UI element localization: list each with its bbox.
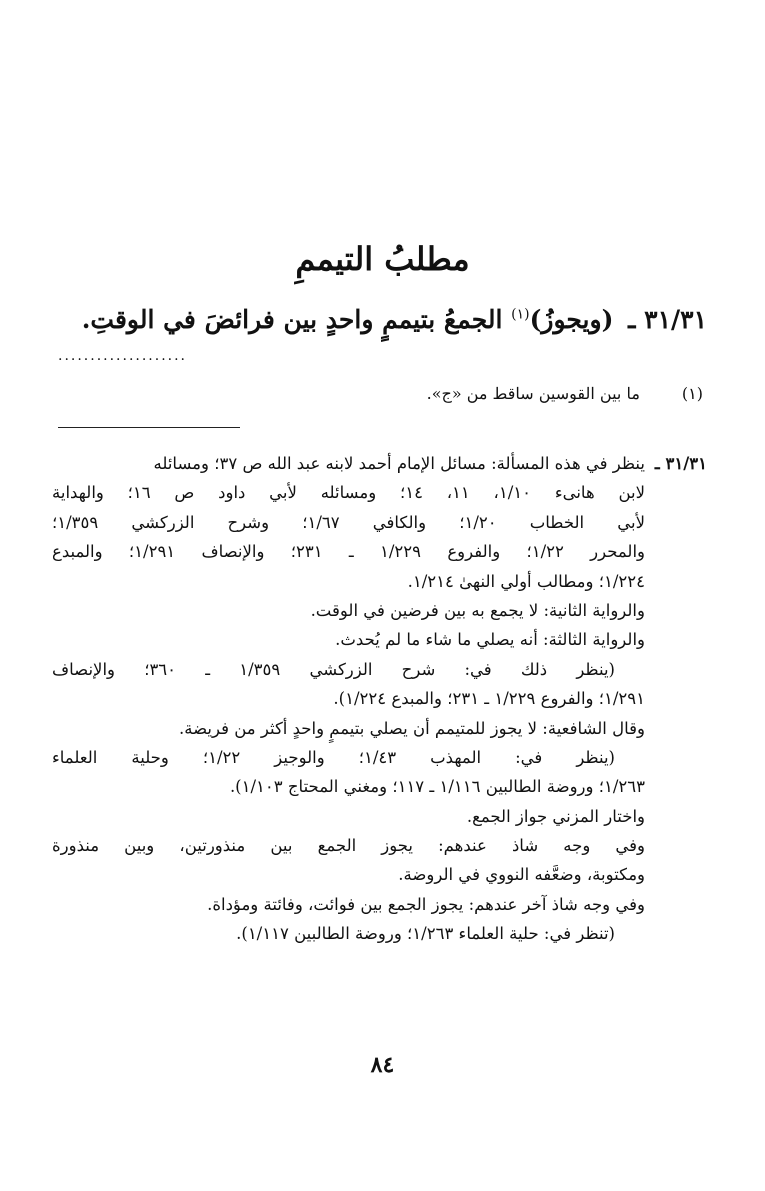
section-title: مطلبُ التيممِ	[295, 240, 470, 278]
main-text-number: ٣١/٣١ ـ	[628, 305, 707, 334]
commentary-line: وفي وجه شاذ آخر عندهم: يجوز الجمع بين فوائت، وفائتة ومؤداة.	[207, 894, 645, 914]
commentary-line: والرواية الثانية: لا يجمع به بين فرضين في الوقت.	[310, 600, 645, 620]
commentary-line: (تنظر في: حلية العلماء ١/٢٦٣؛ وروضة الطالبين ١/١١٧).	[236, 924, 615, 944]
commentary-block	[52, 449, 707, 949]
dotted-separator: ....................	[58, 348, 188, 364]
divider-rule	[58, 427, 240, 428]
footnote-reference: (١)	[511, 306, 530, 323]
page-number: ٨٤	[370, 1052, 395, 1078]
commentary-line: ومكتوبة، وضعَّفه النووي في الروضة.	[398, 865, 645, 885]
commentary-line: وفي وجه شاذ عندهم: يجوز الجمع بين منذورتين، وبين منذورة	[52, 836, 645, 856]
commentary-line: (ينظر في: المهذب ١/٤٣؛ والوجيز ١/٢٢؛ وحلية العلماء	[52, 747, 615, 767]
main-text-start: (ويجوزُ)	[529, 305, 614, 334]
commentary-line: واختار المزني جواز الجمع.	[466, 806, 645, 826]
commentary-line: ١/٢٢٤؛ ومطالب أولي النهىٰ ١/٢١٤.	[407, 571, 645, 591]
commentary-line: (ينظر ذلك في: شرح الزركشي ١/٣٥٩ ـ ٣٦٠؛ والإنصاف	[52, 659, 615, 679]
commentary-line: لأبي الخطاب ١/٢٠؛ والكافي ١/٦٧؛ وشرح الزركشي ١/٣٥٩؛	[52, 512, 645, 532]
commentary-line: وقال الشافعية: لا يجوز للمتيمم أن يصلي بتيممٍ واحدٍ أكثر من فريضة.	[178, 718, 645, 738]
commentary-line: ١/٢٦٣؛ وروضة الطالبين ١/١١٦ ـ ١١٧؛ ومغني المحتاج ١/١٠٣).	[229, 777, 645, 797]
commentary-number: ٣١/٣١ ـ	[654, 454, 707, 473]
commentary-line: لابن هانىء ١/١٠، ١١، ١٤؛ ومسائله لأبي داود ص ١٦؛ والهداية	[52, 483, 646, 503]
commentary-line: ١/٢٩١؛ والفروع ١/٢٢٩ ـ ٢٣١؛ والمبدع ١/٢٢٤).	[333, 689, 645, 709]
footnote-text: ما بين القوسين ساقط من «ج».	[426, 384, 640, 403]
footnote	[62, 384, 703, 403]
commentary-line: والرواية الثالثة: أنه يصلي ما شاء ما لم يُحدث.	[335, 630, 645, 650]
commentary-line: ٣١/٣١ ـينظر في هذه المسألة: مسائل الإمام أحمد لابنه عبد الله ص ٣٧؛ ومسائله	[52, 449, 707, 478]
main-text-line	[50, 305, 707, 334]
commentary-line: والمحرر ١/٢٢؛ والفروع ١/٢٢٩ ـ ٢٣١؛ والإنصاف ١/٢٩١؛ والمبدع	[52, 542, 646, 562]
main-text-rest: الجمعُ بتيممٍ واحدٍ بين فرائضَ في الوقتِ.	[81, 305, 512, 334]
footnote-mark: (١)	[681, 384, 703, 403]
